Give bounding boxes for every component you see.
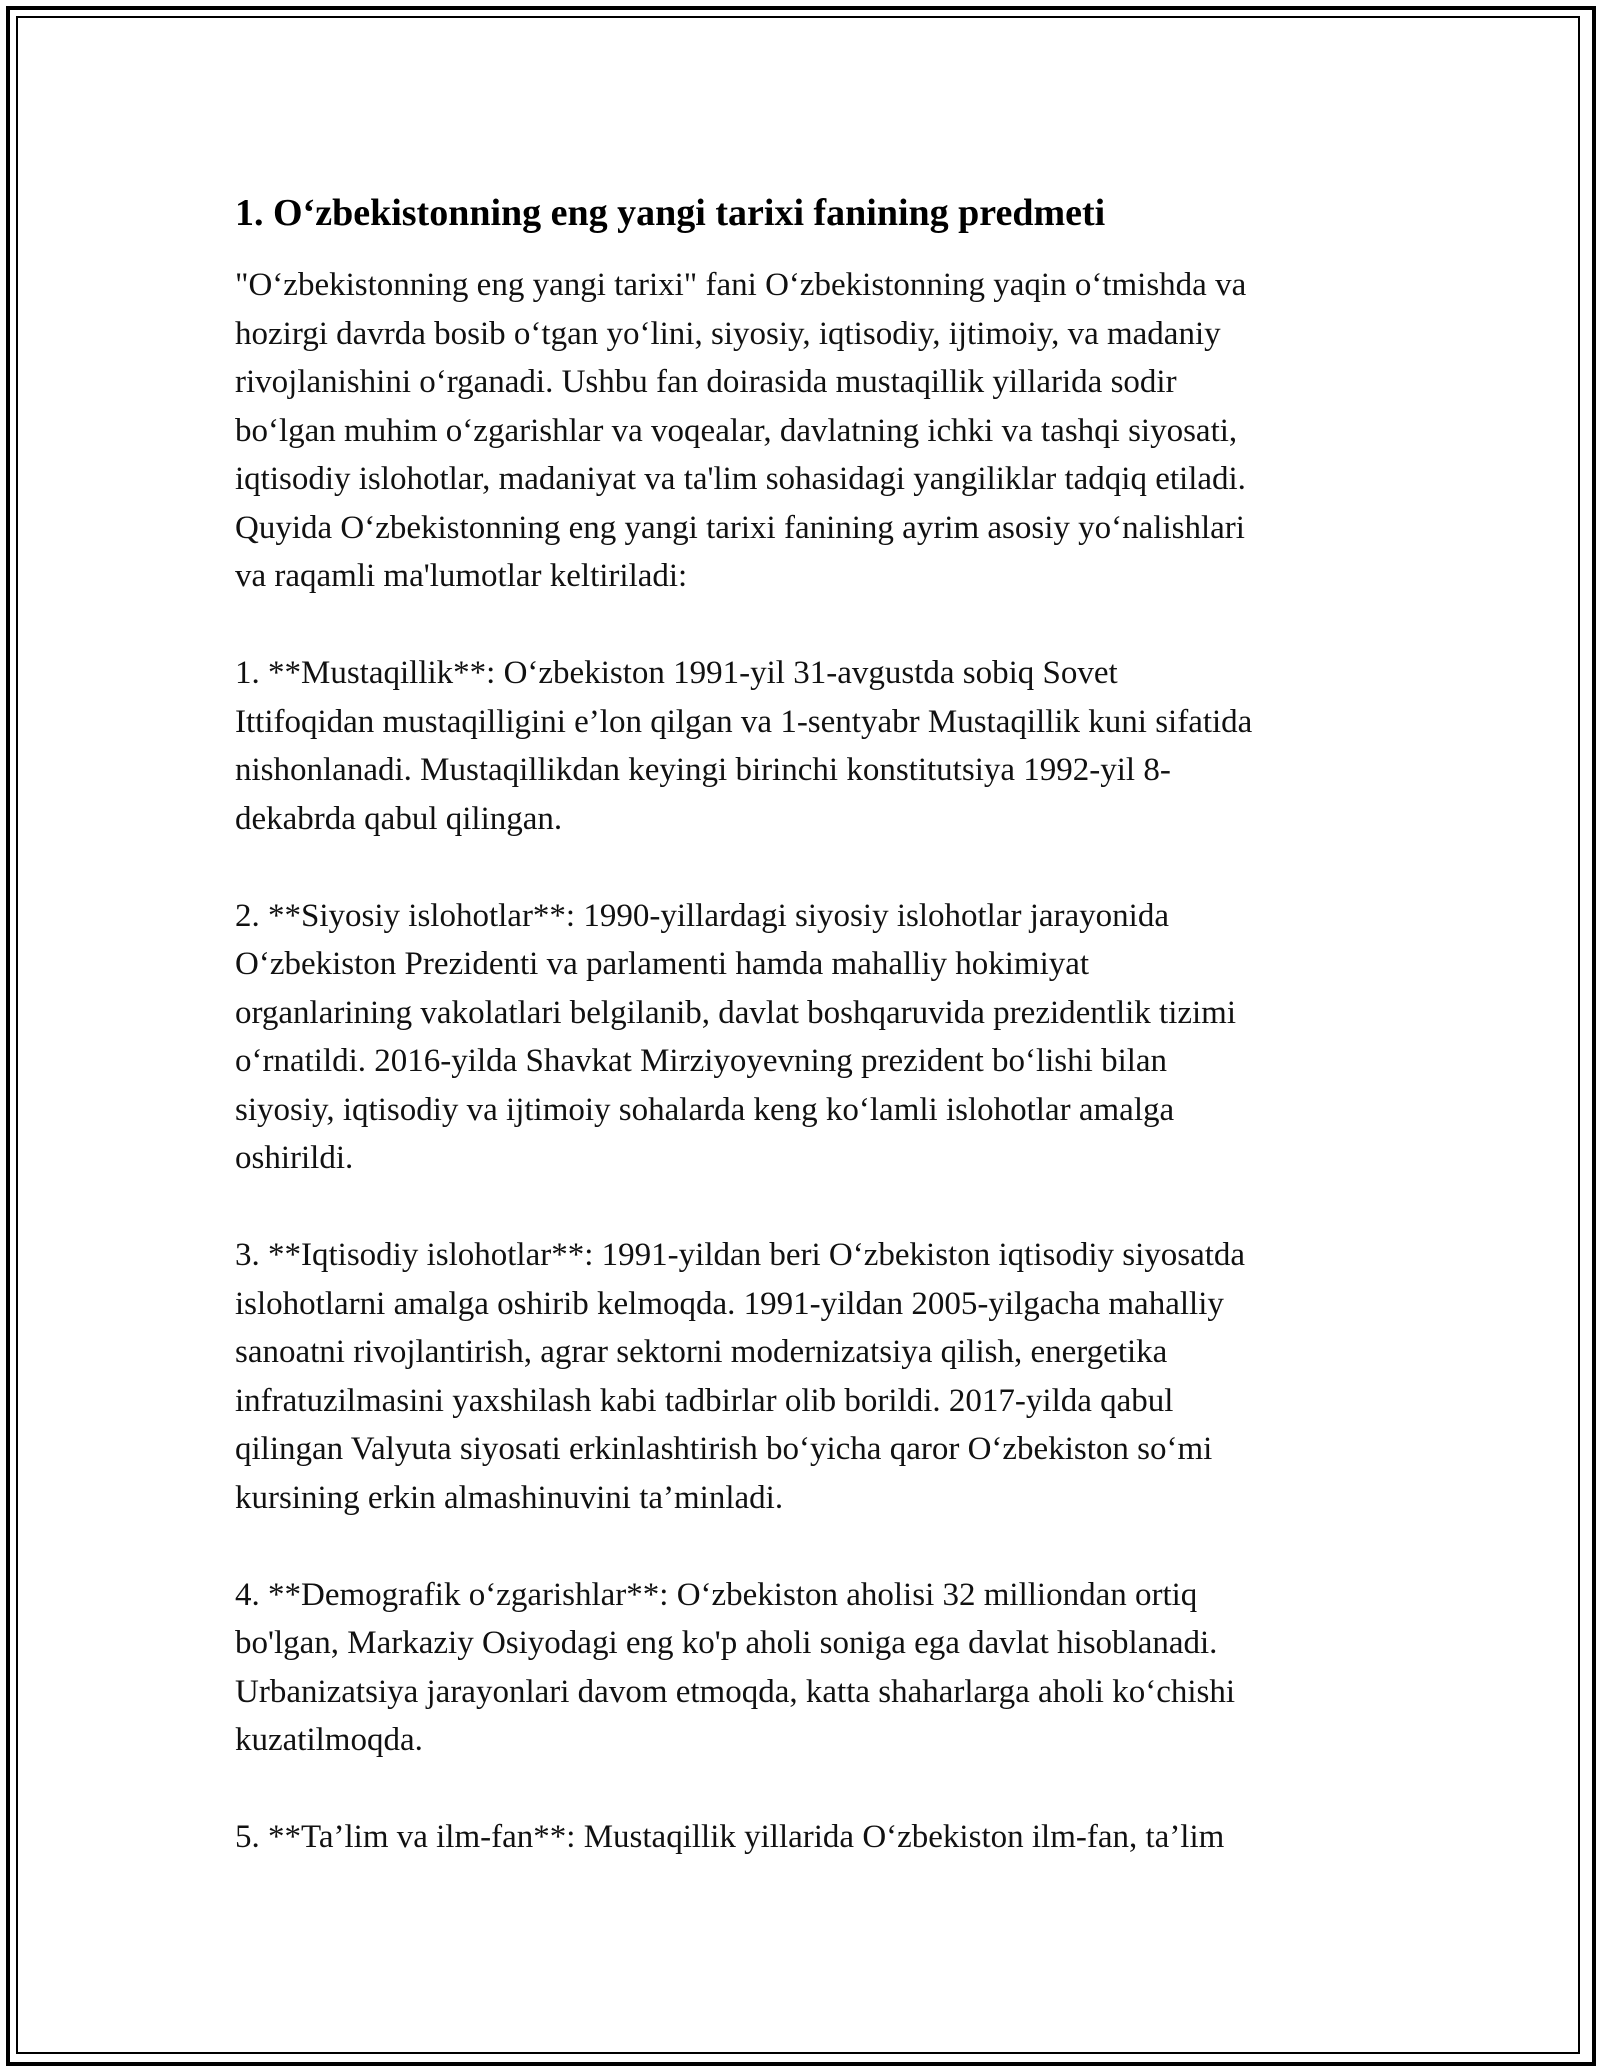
text-line: Urbanizatsiya jarayonlari davom etmoqda, katta shaharlarga aholi ko‘chishi bbox=[235, 1673, 1236, 1710]
text-line: rivojlanishini o‘rganadi. Ushbu fan doirasida mustaqillik yillarida sodir bbox=[235, 364, 1177, 400]
text-line: Ittifoqidan mustaqilligini e’lon qilgan va 1-sentyabr Mustaqillik kuni sifatida bbox=[235, 703, 1253, 740]
text-line: islohotlarni amalga oshirib kelmoqda. 1991-yildan 2005-yilgacha mahalliy bbox=[235, 1285, 1224, 1322]
text-line: 2. **Siyosiy islohotlar**: 1990-yillardagi siyosiy islohotlar jarayonida bbox=[235, 897, 1169, 934]
text-line: infratuzilmasini yaxshilash kabi tadbirlar olib borildi. 2017-yilda qabul bbox=[235, 1382, 1174, 1419]
text-line: qilingan Valyuta siyosati erkinlashtirish bo‘yicha qaror O‘zbekiston so‘mi bbox=[235, 1431, 1213, 1467]
text-line: kuzatilmoqda. bbox=[235, 1722, 423, 1758]
text-line: Quyida O‘zbekistonning eng yangi tarixi fanining ayrim asosiy yo‘nalishlari bbox=[235, 509, 1245, 546]
text-line: hozirgi davrda bosib o‘tgan yo‘lini, siyosiy, iqtisodiy, ijtimoiy, va madaniy bbox=[235, 315, 1221, 352]
text-line: sanoatni rivojlantirish, agrar sektorni modernizatsiya qilish, energetika bbox=[235, 1334, 1168, 1370]
text-line: oshirildi. bbox=[235, 1140, 354, 1176]
text-line: O‘zbekiston Prezidenti va parlamenti hamda mahalliy hokimiyat bbox=[235, 946, 1090, 982]
section-title: 1. O‘zbekistonning eng yangi tarixi fanining predmeti bbox=[235, 192, 1106, 234]
text-line: siyosiy, iqtisodiy va ijtimoiy sohalarda keng ko‘lamli islohotlar amalga bbox=[235, 1091, 1175, 1128]
text-line: bo‘lgan muhim o‘zgarishlar va voqealar, davlatning ichki va tashqi siyosati, bbox=[235, 412, 1238, 449]
list-item-talim-va-ilm-fan bbox=[235, 1813, 1375, 1862]
document-body bbox=[235, 185, 1375, 1910]
text-line: 5. **Ta’lim va ilm-fan**: Mustaqillik yillarida O‘zbekiston ilm-fan, ta’lim bbox=[235, 1819, 1225, 1855]
list-item-mustaqillik bbox=[235, 649, 1375, 843]
text-line: iqtisodiy islohotlar, madaniyat va ta'lim sohasidagi yangiliklar tadqiq etiladi. bbox=[235, 461, 1246, 497]
text-line: 4. **Demografik o‘zgarishlar**: O‘zbekiston aholisi 32 milliondan ortiq bbox=[235, 1576, 1198, 1613]
text-line: organlarining vakolatlari belgilanib, davlat boshqaruvida prezidentlik tizimi bbox=[235, 994, 1237, 1031]
text-line: dekabrda qabul qilingan. bbox=[235, 800, 563, 837]
list-item-demografik-ozgarishlar bbox=[235, 1571, 1375, 1765]
text-line: bo'lgan, Markaziy Osiyodagi eng ko'p aholi soniga ega davlat hisoblanadi. bbox=[235, 1625, 1218, 1661]
text-line: kursining erkin almashinuvini ta’minladi. bbox=[235, 1479, 784, 1516]
list-item-iqtisodiy-islohotlar bbox=[235, 1231, 1375, 1522]
text-line: "O‘zbekistonning eng yangi tarixi" fani O‘zbekistonning yaqin o‘tmishda va bbox=[235, 267, 1247, 303]
text-line: o‘rnatildi. 2016-yilda Shavkat Mirziyoyevning prezident bo‘lishi bilan bbox=[235, 1043, 1168, 1079]
text-line: va raqamli ma'lumotlar keltiriladi: bbox=[235, 558, 688, 594]
text-line: nishonlanadi. Mustaqillikdan keyingi birinchi konstitutsiya 1992-yil 8- bbox=[235, 752, 1171, 788]
list-item-siyosiy-islohotlar bbox=[235, 892, 1375, 1183]
text-line: 3. **Iqtisodiy islohotlar**: 1991-yildan beri O‘zbekiston iqtisodiy siyosatda bbox=[235, 1237, 1246, 1273]
intro-paragraph bbox=[235, 261, 1375, 601]
text-line: 1. **Mustaqillik**: O‘zbekiston 1991-yil 31-avgustda sobiq Sovet bbox=[235, 655, 1118, 691]
